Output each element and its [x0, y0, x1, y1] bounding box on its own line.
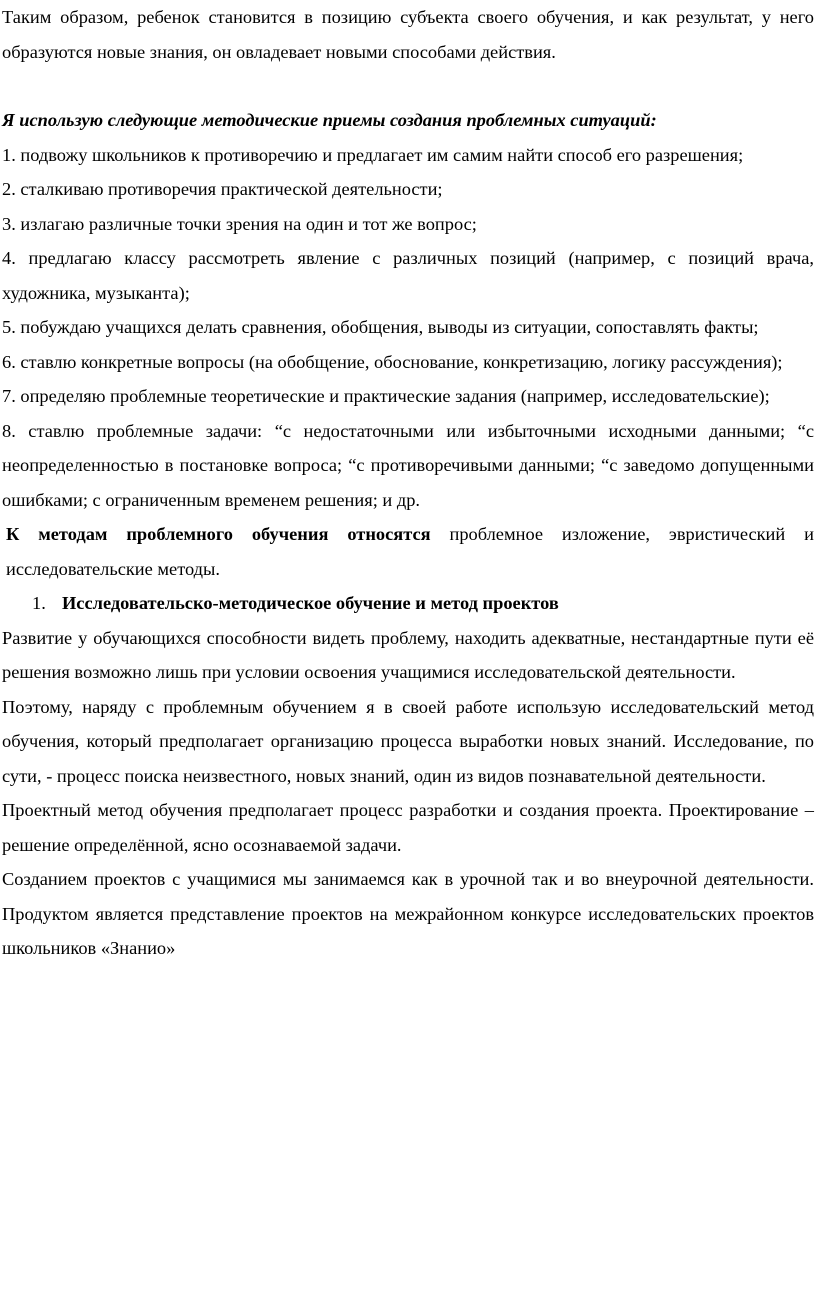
creation-paragraph: Созданием проектов с учащимися мы занимаемся как в урочной так и во внеурочной деятельности. Продуктом является представление проектов на межрайонном конкурсе исследовательских проектов школьников «Знанио» — [2, 869, 814, 958]
list-item: 2. сталкиваю противоречия практической деятельности; — [2, 179, 443, 199]
list-item: 3. излагаю различные точки зрения на один и тот же вопрос; — [2, 213, 477, 234]
methods-heading: Я использую следующие методические приемы создания проблемных ситуаций: — [2, 110, 657, 130]
section-heading — [2, 586, 814, 621]
therefore-paragraph: Поэтому, наряду с проблемным обучением я в своей работе использую исследовательский метод обучения, который предполагает организацию процесса выработки новых знаний. Исследование, по сути, - процесс поиска неизвестного, новых знаний, один из видов познавательной деятельности. — [2, 696, 814, 786]
methods-paragraph — [2, 517, 814, 586]
intro-paragraph: Таким образом, ребенок становится в позицию субъекта своего обучения, и как результат, у него образуются новые знания, он овладевает новыми способами действия. — [2, 7, 814, 62]
list-item: 4. предлагаю классу рассмотреть явление с различных позиций (например, с позиций врача, художника, музыканта); — [2, 248, 814, 303]
section-title: Исследовательско-методическое обучение и метод проектов — [62, 593, 559, 613]
methods-rest: проблемное изложение, эвристический и исследовательские методы. — [6, 524, 814, 579]
list-item: 1. подвожу школьников к противоречию и предлагает им самим найти способ его разрешения; — [2, 144, 744, 165]
list-item: 5. побуждаю учащихся делать сравнения, обобщения, выводы из ситуации, сопоставлять факты; — [2, 317, 759, 337]
project-paragraph: Проектный метод обучения предполагает процесс разработки и создания проекта. Проектирование – решение определённой, ясно осознаваемой задачи. — [2, 800, 814, 855]
section-number: 1. — [32, 593, 46, 613]
development-paragraph: Развитие у обучающихся способности видеть проблему, находить адекватные, нестандартные пути её решения возможно лишь при условии освоения учащимися исследовательской деятельности. — [2, 627, 814, 682]
list-item: 6. ставлю конкретные вопросы (на обобщение, обоснование, конкретизацию, логику рассуждения); — [2, 351, 783, 372]
list-item: 7. определяю проблемные теоретические и практические задания (например, исследовательские); — [2, 386, 770, 406]
methods-bold-lead: К методам проблемного обучения относятся — [6, 524, 431, 544]
list-item: 8. ставлю проблемные задачи: “с недостаточными или избыточными исходными данными; “с неопределенностью в постановке вопроса; “с противоречивыми данными; “с заведомо допущенными ошибками; с ограниченным временем решения; и др. — [2, 420, 814, 510]
